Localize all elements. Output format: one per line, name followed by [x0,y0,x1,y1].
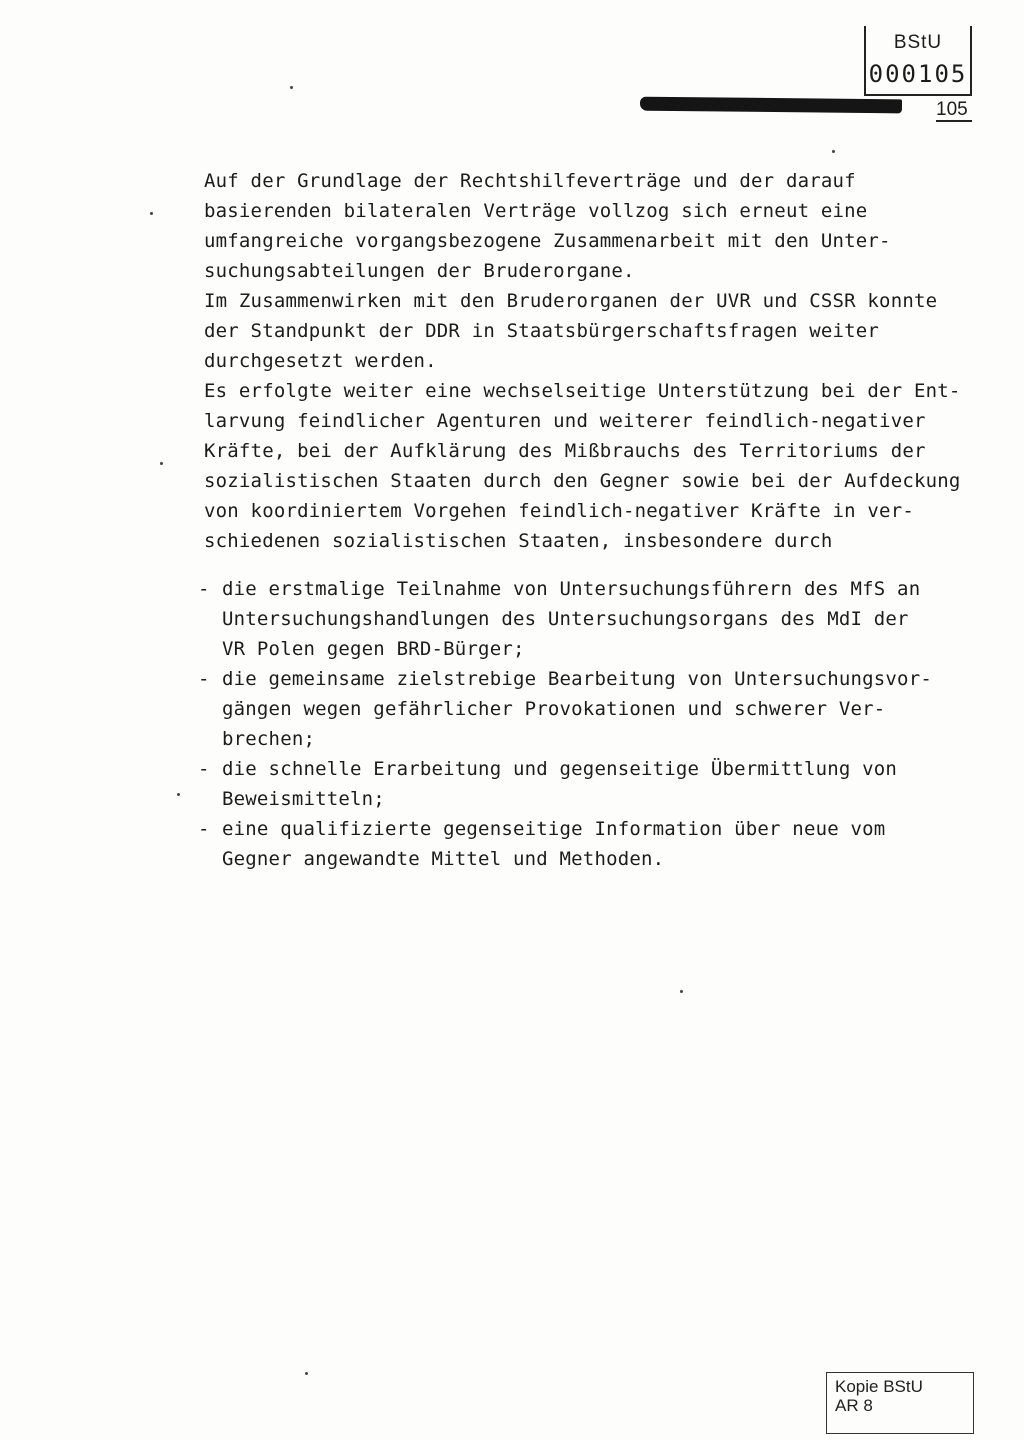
text-line: Beweismitteln; [222,788,385,810]
text-line: gängen wegen gefährlicher Provokationen und schwerer Ver- [222,698,886,720]
list-item [198,664,988,754]
text-line: Untersuchungshandlungen des Untersuchungsorgans des MdI der [222,608,909,630]
scan-speck [290,86,293,89]
text-line: die schnelle Erarbeitung und gegenseitige Übermittlung von [222,758,898,780]
page-number: 105 [936,100,972,122]
scan-speck [832,150,835,153]
document-body [198,166,994,874]
text-line: Gegner angewandte Mittel und Methoden. [222,848,665,870]
copy-stamp-line: AR 8 [835,1396,873,1415]
stamp-number: 000105 [868,60,968,88]
redaction-bar [640,97,902,114]
bullet-list [198,574,988,874]
text-line: Auf der Grundlage der Rechtshilfeverträge und der darauf [204,170,856,192]
text-line: Kräfte, bei der Aufklärung des Mißbrauchs des Territoriums der [204,440,926,462]
list-item [198,574,988,664]
scan-speck [177,793,180,796]
text-line: larvung feindlicher Agenturen und weiterer feindlich-negativer [204,410,926,432]
paragraph-3 [204,376,994,556]
archive-stamp [864,26,972,96]
bullet-dash: - [198,818,210,840]
text-line: die gemeinsame zielstrebige Bearbeitung von Untersuchungsvor- [222,668,932,690]
text-line: eine qualifizierte gegenseitige Information über neue vom [222,818,886,840]
bullet-dash: - [198,668,210,690]
text-line: Es erfolgte weiter eine wechselseitige Unterstützung bei der Ent- [204,380,961,402]
copy-stamp [826,1372,974,1434]
bullet-dash: - [198,758,210,780]
text-line: brechen; [222,728,316,750]
text-line: von koordiniertem Vorgehen feindlich-negativer Kräfte in ver- [204,500,914,522]
text-line: schiedenen sozialistischen Staaten, insbesondere durch [204,530,833,552]
stamp-label: BStU [893,32,943,53]
text-line: der Standpunkt der DDR in Staatsbürgerschaftsfragen weiter [204,320,880,342]
list-item [198,754,988,814]
copy-stamp-line: Kopie BStU [835,1377,923,1396]
scan-speck [305,1372,308,1375]
paragraph-2 [204,286,994,376]
text-line: suchungsabteilungen der Bruderorgane. [204,260,635,282]
scan-speck [150,212,153,215]
paragraph-1 [204,166,994,286]
text-line: sozialistischen Staaten durch den Gegner sowie bei der Aufdeckung [204,470,961,492]
list-item [198,814,988,874]
text-line: Im Zusammenwirken mit den Bruderorganen der UVR und CSSR konnte [204,290,938,312]
text-line: die erstmalige Teilnahme von Untersuchungsführern des MfS an [222,578,921,600]
scan-speck [680,990,683,993]
text-line: VR Polen gegen BRD-Bürger; [222,638,525,660]
text-line: umfangreiche vorgangsbezogene Zusammenarbeit mit den Unter- [204,230,891,252]
scan-speck [160,462,163,465]
text-line: durchgesetzt werden. [204,350,437,372]
text-line: basierenden bilateralen Verträge vollzog sich erneut eine [204,200,868,222]
bullet-dash: - [198,578,210,600]
